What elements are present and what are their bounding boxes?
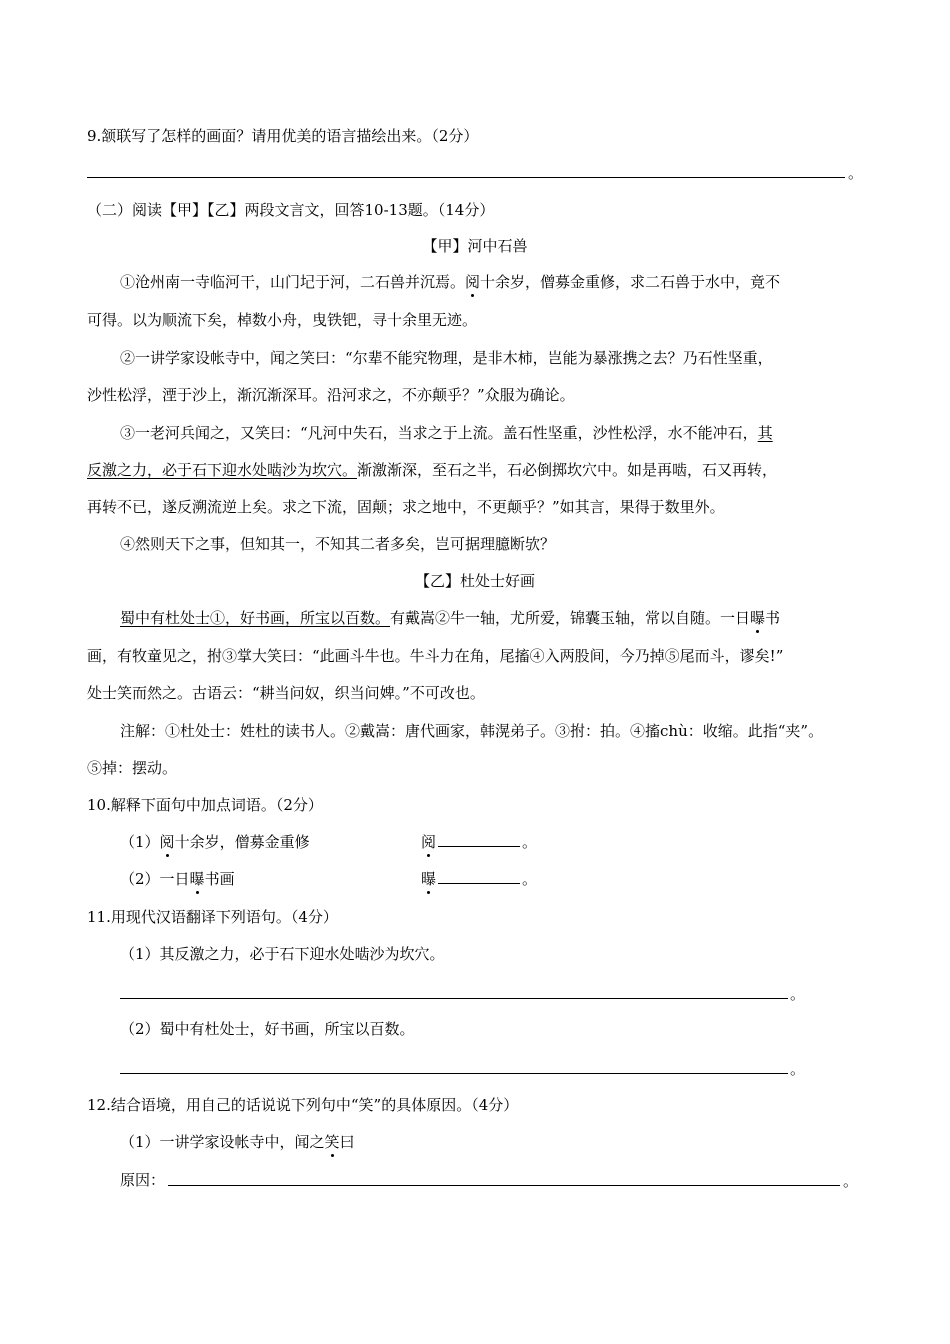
- emphasis-dot-pu: 曝: [421, 870, 437, 888]
- underlined-sentence: 反激之力，必于石下迎水处啮沙为坎穴。: [87, 461, 358, 479]
- yi-note-line1: 注解：①杜处士：姓杜的读书人。②戴嵩：唐代画家，韩滉弟子。③拊：拍。④搐chù：收缩。此指“夹”。: [120, 722, 824, 740]
- yi-line1: 蜀中有杜处士①，好书画，所宝以百数。有戴嵩②牛一轴，尤所爱，锦囊玉轴，常以自随。一日曝书: [120, 609, 781, 627]
- q9-end: 。: [848, 164, 864, 182]
- q9-answer-line[interactable]: [87, 177, 845, 178]
- section2-heading: （二）阅读【甲】【乙】两段文言文，回答10-13题。（14分）: [87, 201, 495, 219]
- q11-answer-line1[interactable]: [120, 998, 788, 999]
- q11-text: 11.用现代汉语翻译下列语句。（4分）: [87, 908, 338, 926]
- jia-p3-line1: ③一老河兵闻之，又笑曰：“凡河中失石，当求之于上流。盖石性坚重，沙性松浮，水不能冲石，其: [120, 424, 773, 442]
- jia-title: 【甲】河中石兽: [422, 237, 528, 255]
- q10-answer2: 曝 。: [421, 870, 538, 888]
- emphasis-dot-pu: 曝: [189, 870, 205, 888]
- emphasis-dot-pu: 曝: [750, 609, 766, 627]
- q10-text: 10.解释下面句中加点词语。（2分）: [87, 796, 323, 814]
- q10-blank2[interactable]: [438, 869, 520, 884]
- jia-p4: ④然则天下之事，但知其一，不知其二者多矣，岂可据理臆断欤？: [120, 535, 556, 553]
- q12-item1: （1）一讲学家设帐寺中，闻之笑曰: [120, 1133, 355, 1151]
- q12-end: 。: [843, 1172, 859, 1190]
- yi-line3: 处士笑而然之。古语云：“耕当问奴，织当问婢。”不可改也。: [87, 684, 485, 702]
- q11-end1: 。: [790, 985, 806, 1003]
- emphasis-dot-yue: 阅: [421, 833, 437, 851]
- q11-item1: （1）其反激之力，必于石下迎水处啮沙为坎穴。: [120, 945, 445, 963]
- emphasis-dot-yue: 阅: [159, 833, 175, 851]
- q10-blank1[interactable]: [438, 832, 520, 847]
- q10-answer1: 阅 。: [421, 833, 538, 851]
- jia-p2-line1: ②一讲学家设帐寺中，闻之笑曰：“尔辈不能究物理，是非木柿，岂能为暴涨携之去？乃石性坚重，: [120, 349, 773, 367]
- yi-note-line2: ⑤掉：摆动。: [87, 759, 178, 777]
- q11-answer-line2[interactable]: [120, 1073, 788, 1074]
- underlined-sentence: 蜀中有杜处士①，好书画，所宝以百数。: [120, 609, 391, 627]
- jia-p1-line2: 可得。以为顺流下矣，棹数小舟，曳铁钯，寻十余里无迹。: [87, 311, 478, 329]
- q10-item2: （2）一日曝书画: [120, 870, 235, 888]
- q12-text: 12.结合语境，用自己的话说说下列句中“笑”的具体原因。（4分）: [87, 1096, 519, 1114]
- underlined-sentence: 其: [757, 424, 773, 442]
- q11-end2: 。: [790, 1060, 806, 1078]
- jia-p1-line1: ①沧州南一寺临河干，山门圮于河，二石兽并沉焉。阅十余岁，僧募金重修，求二石兽于水中，竟不: [120, 273, 781, 291]
- jia-p3-line3: 再转不已，遂反溯流逆上矣。求之下流，固颠；求之地中，不更颠乎？”如其言，果得于数里外。: [87, 498, 725, 516]
- emphasis-dot-xiao: 笑: [324, 1133, 340, 1151]
- q9-text: 9.颔联写了怎样的画面？请用优美的语言描绘出来。（2分）: [87, 127, 479, 145]
- jia-p2-line2: 沙性松浮，湮于沙上，渐沉渐深耳。沿河求之，不亦颠乎？”众服为确论。: [87, 386, 575, 404]
- jia-p3-line2: 反激之力，必于石下迎水处啮沙为坎穴。渐激渐深，至石之半，石必倒掷坎穴中。如是再啮，石又再转，: [87, 461, 778, 479]
- yi-title: 【乙】杜处士好画: [414, 572, 535, 590]
- q12-reason-label: 原因：: [120, 1171, 166, 1189]
- yi-line2: 画，有牧童见之，拊③掌大笑曰：“此画斗牛也。牛斗力在角，尾搐④入两股间，今乃掉⑤尾而斗，谬矣!”: [87, 647, 784, 665]
- q12-answer-line[interactable]: [168, 1185, 840, 1186]
- q11-item2: （2）蜀中有杜处士，好书画，所宝以百数。: [120, 1020, 415, 1038]
- q10-item1: （1）阅十余岁，僧募金重修: [120, 833, 310, 851]
- emphasis-dot-yue: 阅: [465, 273, 481, 291]
